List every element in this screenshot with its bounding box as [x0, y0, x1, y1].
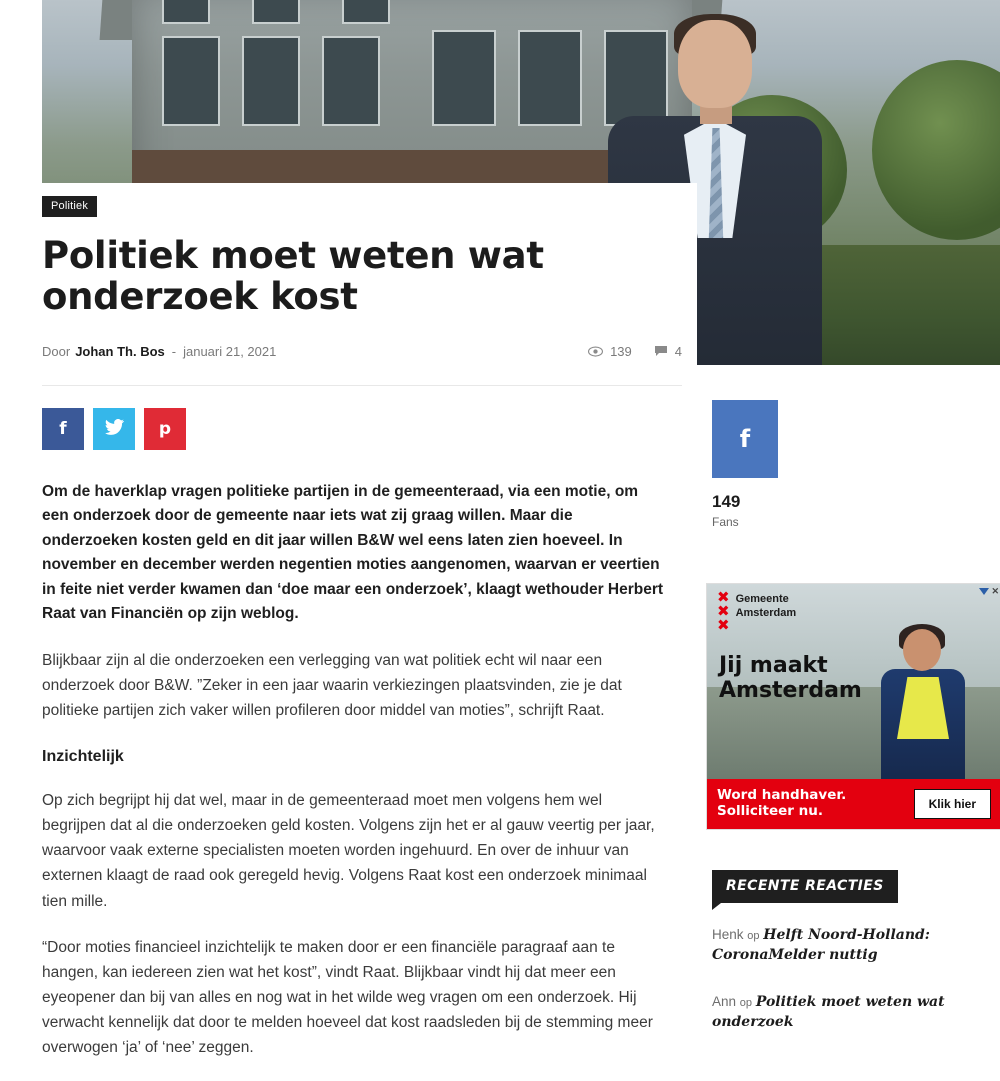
ad-image — [707, 584, 1000, 779]
recent-comments-heading: RECENTE REACTIES — [712, 870, 898, 903]
ad-headline — [719, 654, 862, 703]
article-paragraph-1: Blijkbaar zijn al die onderzoeken een verlegging van wat politiek echt wil naar een onderzoek door B&W. ”Zeker in een jaar waarin verkiezingen plaatsvinden, zie je dat politieke partijen zich vaker willen profileren door middel van moties”, schrijft Raat. — [42, 651, 622, 720]
facebook-fan-count: 149 — [712, 492, 741, 511]
comment-post-link[interactable]: Helft Noord-Holland: — [763, 927, 930, 943]
facebook-fan-label: Fans — [712, 515, 739, 529]
ad-cta-button[interactable]: Klik hier — [914, 789, 991, 819]
comment-post-link-line2[interactable]: CoronaMelder nuttig — [712, 947, 878, 964]
comment-post-link[interactable]: Politiek moet weten wat onderzoek — [712, 993, 945, 1030]
facebook-icon: f — [59, 419, 67, 439]
ad-logo — [717, 588, 797, 634]
ad-cta-line1: Word handhaver. — [717, 787, 847, 804]
facebook-like-button[interactable] — [712, 400, 778, 478]
author-link[interactable]: Johan Th. Bos — [75, 343, 165, 359]
eye-icon — [588, 346, 603, 357]
ad-choices-icon — [979, 588, 989, 595]
article-paragraph-3: “Door moties financieel inzichtelijk te maken door er een financiële paragraaf aan te hangen, kan iedereen zien wat het kost”, vindt Raat. Blijkbaar vindt hij dat meer een eyeopener dan bij van alles en nog wat in het wilde weg vragen om een onderzoek. Hij verwacht kennelijk dat door te melden hoeveel dat kost raadsleden bij de stemming meer overwogen ‘ja’ of ‘nee’ zeggen. — [42, 938, 653, 1057]
meta-separator: - — [171, 343, 177, 359]
comment-icon — [654, 345, 668, 357]
tree-right — [872, 60, 1000, 240]
ad-choices[interactable] — [979, 586, 999, 597]
article-header — [42, 196, 682, 359]
article-paragraph-2: Op zich begrijpt hij dat wel, maar in de gemeenteraad moet men volgens hem wel begrijpen dat al die onderzoeken geld kosten. Volgens zijn het er al gauw veertig per jaar, waarvoor vaak externe specialisten moeten worden ingehuurd. En over de inhuur van externen klaagt de raad ook geregeld hevig. Volgens Raat kost een onderzoek minimaal tien mille. — [42, 792, 655, 910]
ad-officer-figure — [863, 629, 983, 779]
ad-close-icon[interactable]: ✕ — [991, 586, 999, 596]
comment-on-label: op — [739, 996, 753, 1009]
category-badge[interactable]: Politiek — [42, 196, 97, 217]
view-count — [588, 344, 632, 359]
twitter-icon — [105, 419, 124, 440]
ad-headline-line2: Amsterdam — [719, 677, 862, 703]
ad-advertiser-line1: Gemeente — [735, 593, 789, 605]
article-subheading: Inzichtelijk — [42, 748, 124, 766]
comment-on-label: op — [747, 930, 760, 942]
article-paragraph-lead: Om de haverklap vragen politieke partijen in de gemeenteraad, via een motie, om een onderzoek door de gemeente naar iets wat zij graag willen. Maar die onderzoeken kosten geld en dit jaar willen B&W wel eens laten zien hoeveel. In november en december werden negentien moties aangenomen, waarvan er veertien in feite niet verder kwamen dan ‘doe maar een onderzoek’, klaagt wethouder Herbert Raat van Financiën op zijn weblog. — [42, 483, 664, 623]
amsterdam-xxx-icon: ✖ ✖ ✖ — [717, 588, 730, 634]
comment-count-value: 4 — [674, 343, 682, 359]
share-pinterest-button[interactable] — [144, 408, 186, 450]
page-title: Politiek moet weten wat onderzoek kost — [42, 234, 544, 319]
advertisement[interactable] — [706, 583, 1000, 830]
article-meta — [42, 344, 682, 359]
article-body — [42, 480, 667, 1081]
ad-advertiser-line2: Amsterdam — [735, 607, 797, 619]
view-count-value: 139 — [610, 343, 632, 359]
ad-cta-bar — [707, 779, 1000, 829]
ad-cta-line2: Solliciteer nu. — [717, 803, 823, 819]
ad-headline-line1: Jij maakt — [719, 653, 828, 678]
comment-count[interactable] — [654, 344, 682, 359]
share-buttons — [42, 408, 186, 450]
byline-prefix: Door — [42, 343, 71, 359]
publish-date: januari 21, 2021 — [183, 343, 277, 359]
share-facebook-button[interactable] — [42, 408, 84, 450]
share-twitter-button[interactable] — [93, 408, 135, 450]
comment-author: Henk — [712, 927, 744, 942]
facebook-icon: f — [739, 425, 751, 453]
ad-cta-text — [717, 788, 846, 819]
header-divider — [42, 385, 682, 386]
list-item[interactable] — [712, 992, 1000, 1033]
sidebar — [712, 400, 1000, 529]
pinterest-icon: p — [158, 419, 172, 439]
list-item[interactable] — [712, 925, 1000, 966]
comment-author: Ann — [712, 993, 737, 1009]
recent-comments-widget — [712, 870, 1000, 1032]
